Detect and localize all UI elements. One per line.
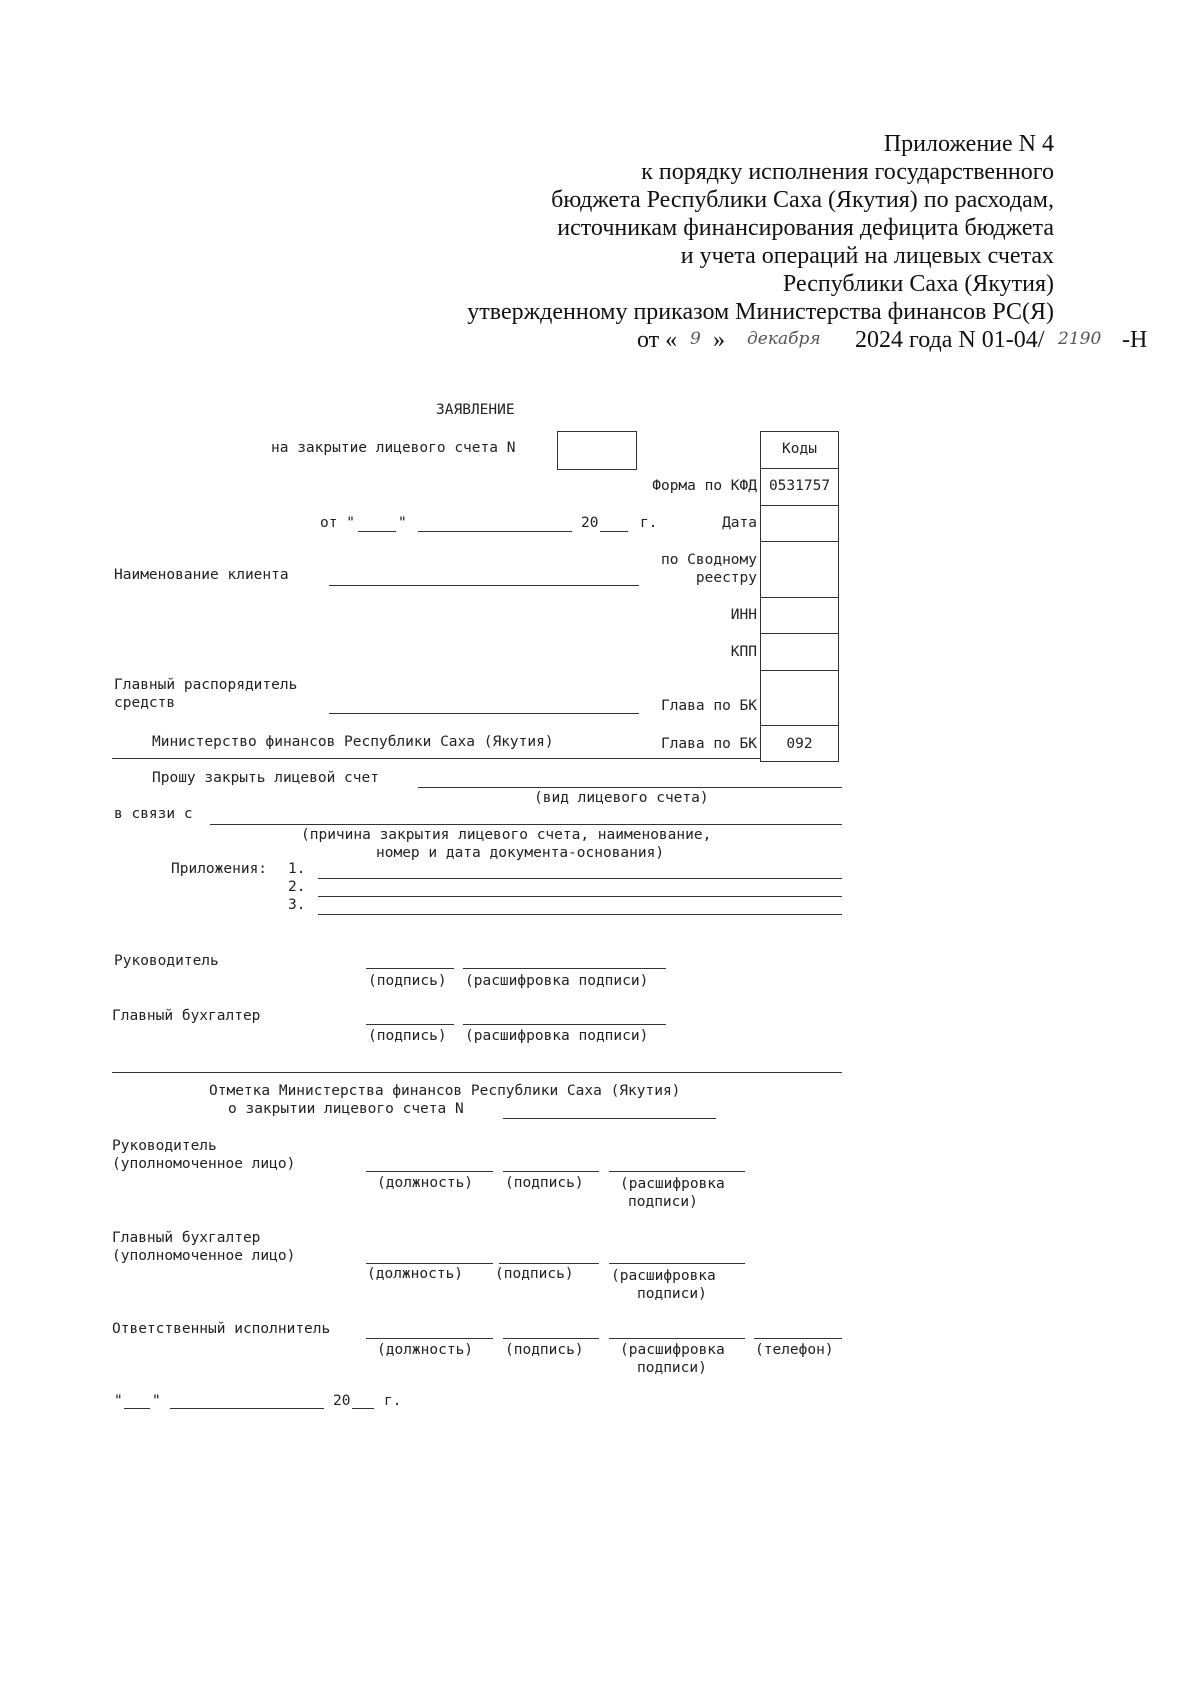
chief-acc-label: Главный бухгалтер	[112, 1008, 261, 1024]
reason-field[interactable]	[210, 824, 842, 825]
svod-label-2: реестру	[695, 570, 757, 586]
header-line-7: утвержденному приказом Министерства финансов РС(Я)	[467, 299, 1054, 325]
head-sign-hint: (подпись)	[368, 973, 447, 989]
account-number-box[interactable]	[557, 431, 637, 470]
date-year: 20	[581, 515, 599, 531]
order-date-day: 9	[690, 329, 701, 349]
kpp-code-cell[interactable]	[761, 634, 838, 669]
date-year-field[interactable]	[600, 531, 628, 532]
attachment-num-1: 1.	[288, 861, 306, 877]
mark-chief-label-2: (уполномоченное лицо)	[112, 1248, 296, 1264]
reason-label: в связи с	[114, 806, 193, 822]
attachments-label: Приложения:	[171, 861, 268, 877]
kfd-label: Форма по КФД	[652, 478, 757, 494]
ministry-name: Министерство финансов Республики Саха (Якутия)	[152, 734, 554, 750]
mark-head-decode-hint-2: подписи)	[628, 1194, 698, 1210]
client-name-field[interactable]	[329, 585, 639, 586]
svod-label-1: по Сводному	[660, 552, 757, 568]
attachment-num-2: 2.	[288, 879, 306, 895]
order-date-prefix: от «	[637, 327, 678, 353]
mark-head-decode-hint-1: (расшифровка	[620, 1176, 725, 1192]
executor-position-field[interactable]	[366, 1338, 493, 1339]
codes-divider	[760, 725, 839, 726]
chief-decode-hint: (расшифровка подписи)	[465, 1028, 649, 1044]
mark-title-1: Отметка Министерства финансов Республики Саха (Якутия)	[209, 1083, 681, 1099]
order-date-month: декабря	[747, 329, 821, 349]
mark-chief-position-field[interactable]	[366, 1263, 493, 1264]
executor-sign-field[interactable]	[503, 1338, 599, 1339]
head-label: Руководитель	[114, 953, 219, 969]
date-code-cell[interactable]	[761, 506, 838, 540]
mark-head-position-field[interactable]	[366, 1171, 493, 1172]
codes-divider	[760, 468, 839, 469]
footer-date-year: 20	[333, 1393, 351, 1409]
order-date-mid: »	[713, 327, 725, 353]
mark-chief-label-1: Главный бухгалтер	[112, 1230, 261, 1246]
executor-decode-hint-1: (расшифровка	[620, 1342, 725, 1358]
account-type-field[interactable]	[418, 787, 842, 788]
attachment-field-3[interactable]	[318, 914, 842, 915]
mark-head-sign-hint: (подпись)	[505, 1175, 584, 1191]
chief-sign-field[interactable]	[366, 1024, 454, 1025]
codes-header: Коды	[782, 441, 817, 457]
executor-position-hint: (должность)	[377, 1342, 474, 1358]
footer-date-day-field[interactable]	[124, 1408, 150, 1409]
header-line-5: и учета операций на лицевых счетах	[680, 243, 1054, 269]
mark-chief-sign-hint: (подпись)	[495, 1266, 574, 1282]
form-subtitle: на закрытие лицевого счета N	[271, 440, 516, 456]
attachment-field-1[interactable]	[318, 878, 842, 879]
section-divider	[112, 758, 760, 759]
mark-head-label-2: (уполномоченное лицо)	[112, 1156, 296, 1172]
section-divider	[112, 1072, 842, 1073]
date-year-suffix: г.	[640, 515, 658, 531]
executor-sign-hint: (подпись)	[505, 1342, 584, 1358]
client-label: Наименование клиента	[114, 567, 289, 583]
mark-head-sign-field[interactable]	[503, 1171, 599, 1172]
footer-date-year-field[interactable]	[352, 1408, 374, 1409]
request-label: Прошу закрыть лицевой счет	[152, 770, 379, 786]
inn-label: ИНН	[730, 607, 757, 623]
kfd-code: 0531757	[768, 478, 831, 494]
account-type-hint: (вид лицевого счета)	[534, 790, 709, 806]
order-date-year: 2024 года N 01-04/	[855, 327, 1045, 353]
glava-bk-label-2: Глава по БК	[660, 736, 757, 752]
executor-decode-field[interactable]	[609, 1338, 745, 1339]
mark-title-2: о закрытии лицевого счета N	[228, 1101, 464, 1117]
form-title: ЗАЯВЛЕНИЕ	[436, 402, 515, 418]
main-manager-label-1: Главный распорядитель	[114, 677, 298, 693]
executor-phone-hint: (телефон)	[755, 1342, 834, 1358]
reason-hint-1: (причина закрытия лицевого счета, наименование,	[301, 827, 712, 843]
date-label: Дата	[722, 515, 757, 531]
date-prefix: от "	[320, 515, 355, 531]
executor-phone-field[interactable]	[754, 1338, 842, 1339]
order-suffix: -Н	[1122, 327, 1148, 353]
date-quote-close: "	[398, 515, 407, 531]
mark-chief-decode-hint-2: подписи)	[637, 1286, 707, 1302]
executor-label: Ответственный исполнитель	[112, 1321, 331, 1337]
mark-account-number-field[interactable]	[503, 1118, 716, 1119]
reason-hint-2: номер и дата документа-основания)	[376, 845, 665, 861]
header-line-3: бюджета Республики Саха (Якутия) по расходам,	[551, 187, 1054, 213]
main-manager-field[interactable]	[329, 713, 639, 714]
head-sign-field[interactable]	[366, 968, 454, 969]
inn-code-cell[interactable]	[761, 598, 838, 632]
svod-code-cell[interactable]	[761, 542, 838, 596]
footer-date-open-quote: "	[114, 1393, 123, 1409]
header-line-2: к порядку исполнения государственного	[641, 159, 1054, 185]
attachment-field-2[interactable]	[318, 896, 842, 897]
glava-bk-code-cell[interactable]	[761, 671, 838, 724]
chief-decode-field[interactable]	[463, 1024, 666, 1025]
glava-bk-code: 092	[786, 736, 813, 752]
date-month-field[interactable]	[418, 531, 572, 532]
date-day-field[interactable]	[358, 531, 396, 532]
footer-date-suffix: г.	[384, 1393, 402, 1409]
attachment-num-3: 3.	[288, 897, 306, 913]
footer-date-month-field[interactable]	[170, 1408, 324, 1409]
chief-sign-hint: (подпись)	[368, 1028, 447, 1044]
glava-bk-label: Глава по БК	[660, 698, 757, 714]
main-manager-label-2: средств	[114, 695, 176, 711]
order-number: 2190	[1058, 329, 1102, 349]
mark-chief-decode-field[interactable]	[609, 1263, 745, 1264]
head-decode-hint: (расшифровка подписи)	[465, 973, 649, 989]
head-decode-field[interactable]	[463, 968, 666, 969]
mark-head-decode-field[interactable]	[609, 1171, 745, 1172]
mark-chief-decode-hint-1: (расшифровка	[611, 1268, 716, 1284]
kpp-label: КПП	[730, 644, 757, 660]
mark-chief-sign-field[interactable]	[499, 1263, 599, 1264]
mark-head-position-hint: (должность)	[377, 1175, 474, 1191]
executor-decode-hint-2: подписи)	[637, 1360, 707, 1376]
header-line-6: Республики Саха (Якутия)	[782, 271, 1054, 297]
mark-chief-position-hint: (должность)	[367, 1266, 464, 1282]
header-line-1: Приложение N 4	[883, 131, 1054, 157]
mark-head-label-1: Руководитель	[112, 1138, 217, 1154]
header-line-4: источникам финансирования дефицита бюджета	[557, 215, 1054, 241]
footer-date-close-quote: "	[152, 1393, 161, 1409]
